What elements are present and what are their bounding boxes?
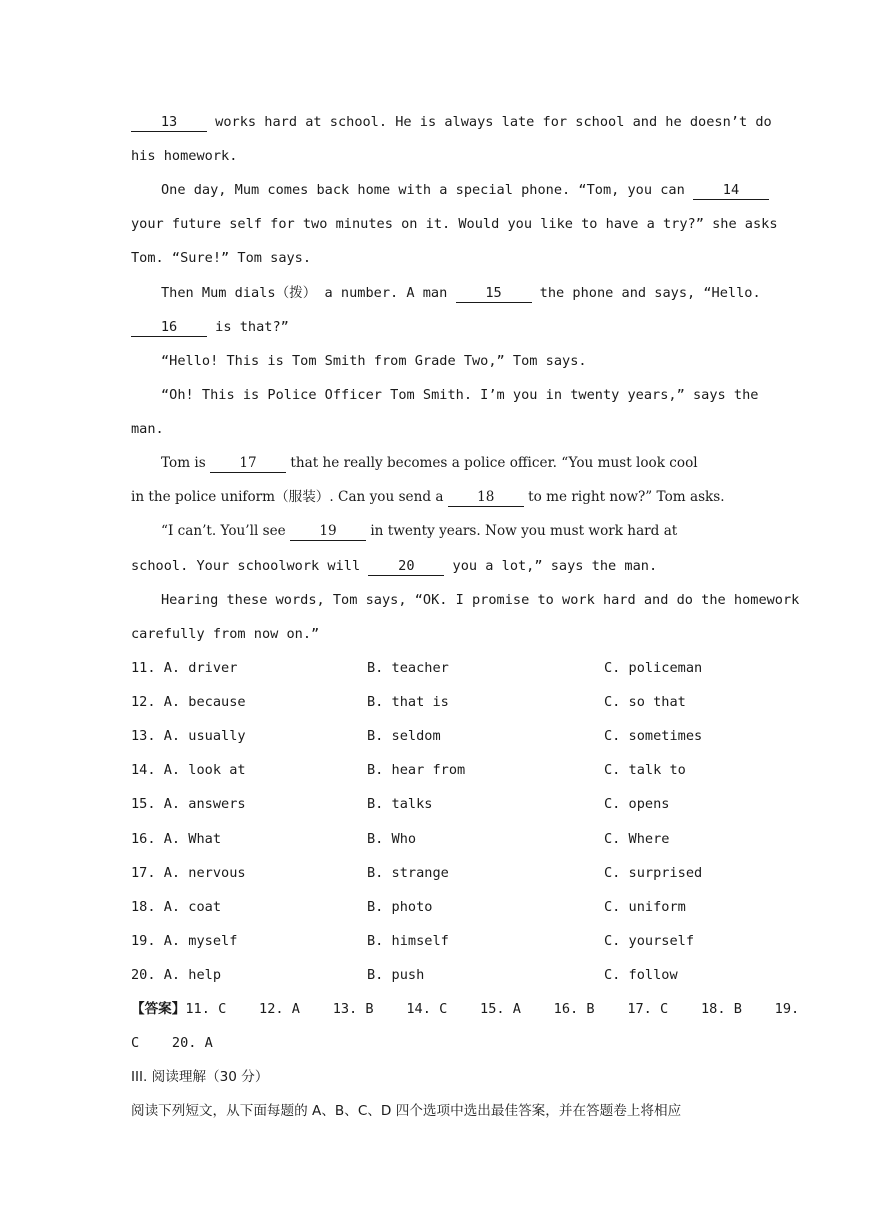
passage-line: Tom is 17 that he really becomes a police officer. “You must look cool [161,455,698,471]
blank-20: 20 [368,558,444,576]
option-b: B. Who [367,831,417,847]
passage-line: Tom. “Sure!” Tom says. [131,250,312,266]
option-a: 20. A. help [131,967,222,983]
passage-line: One day, Mum comes back home with a special phone. “Tom, you can 14 [161,179,737,201]
blank-19: 19 [290,523,366,541]
option-c: C. uniform [604,899,686,915]
option-c: C. talk to [604,762,686,778]
passage-line: “Hello! This is Tom Smith from Grade Two,” Tom says. [161,353,587,369]
passage-line: man. [131,421,164,437]
option-a: 18. A. coat [131,899,222,915]
option-c: C. yourself [604,933,695,949]
option-b: B. himself [367,933,449,949]
blank-15: 15 [456,285,532,303]
option-a: 16. A. What [131,831,222,847]
answer-line: 【答案】11. C 12. A 13. B 14. C 15. A 16. B 17. C 18. B 19. [131,1001,800,1017]
option-b: B. hear from [367,762,466,778]
option-a: 17. A. nervous [131,865,246,881]
answer-line: C 20. A [131,1035,213,1051]
passage-line: in the police uniform（服装）. Can you send a 18 to me right now?” Tom asks. [131,489,725,505]
passage-line: “I can’t. You’ll see 19 in twenty years. Now you must work hard at [161,523,678,539]
option-b: B. talks [367,796,433,812]
option-c: C. opens [604,796,670,812]
passage-line: 16 is that?” [131,316,737,338]
passage-line: your future self for two minutes on it. Would you like to have a try?” she asks [131,216,778,232]
option-c: C. surprised [604,865,703,881]
blank-17: 17 [210,455,286,473]
blank-14: 14 [693,182,769,200]
option-c: C. follow [604,967,678,983]
option-a: 13. A. usually [131,728,246,744]
option-a: 15. A. answers [131,796,246,812]
option-a: 14. A. look at [131,762,246,778]
option-b: B. seldom [367,728,441,744]
option-c: C. Where [604,831,670,847]
passage-line: “Oh! This is Police Officer Tom Smith. I’m you in twenty years,” says the [161,387,759,403]
option-c: C. policeman [604,660,703,676]
passage-line: 13 works hard at school. He is always late for school and he doesn’t do [131,111,737,133]
blank-13: 13 [131,114,207,132]
blank-16: 16 [131,319,207,337]
passage-line: Then Mum dials（拨） a number. A man 15 the phone and says, “Hello. [161,285,761,301]
option-a: 11. A. driver [131,660,238,676]
passage-line: carefully from now on.” [131,626,320,642]
section-instruction: 阅读下列短文，从下面每题的 A、B、C、D 四个选项中选出最佳答案，并在答题卷上将相应 [131,1103,682,1119]
option-b: B. push [367,967,425,983]
blank-18: 18 [448,489,524,507]
option-c: C. sometimes [604,728,703,744]
option-b: B. photo [367,899,433,915]
option-b: B. teacher [367,660,449,676]
option-b: B. strange [367,865,449,881]
answer-label: 【答案】 [131,1001,186,1017]
option-a: 12. A. because [131,694,246,710]
passage-line: school. Your schoolwork will 20 you a lot,” says the man. [131,558,658,574]
passage-line: Hearing these words, Tom says, “OK. I promise to work hard and do the homework [161,592,800,608]
passage-line: his homework. [131,148,238,164]
option-a: 19. A. myself [131,933,238,949]
option-c: C. so that [604,694,686,710]
section-title: III. 阅读理解（30 分） [131,1069,269,1085]
option-b: B. that is [367,694,449,710]
